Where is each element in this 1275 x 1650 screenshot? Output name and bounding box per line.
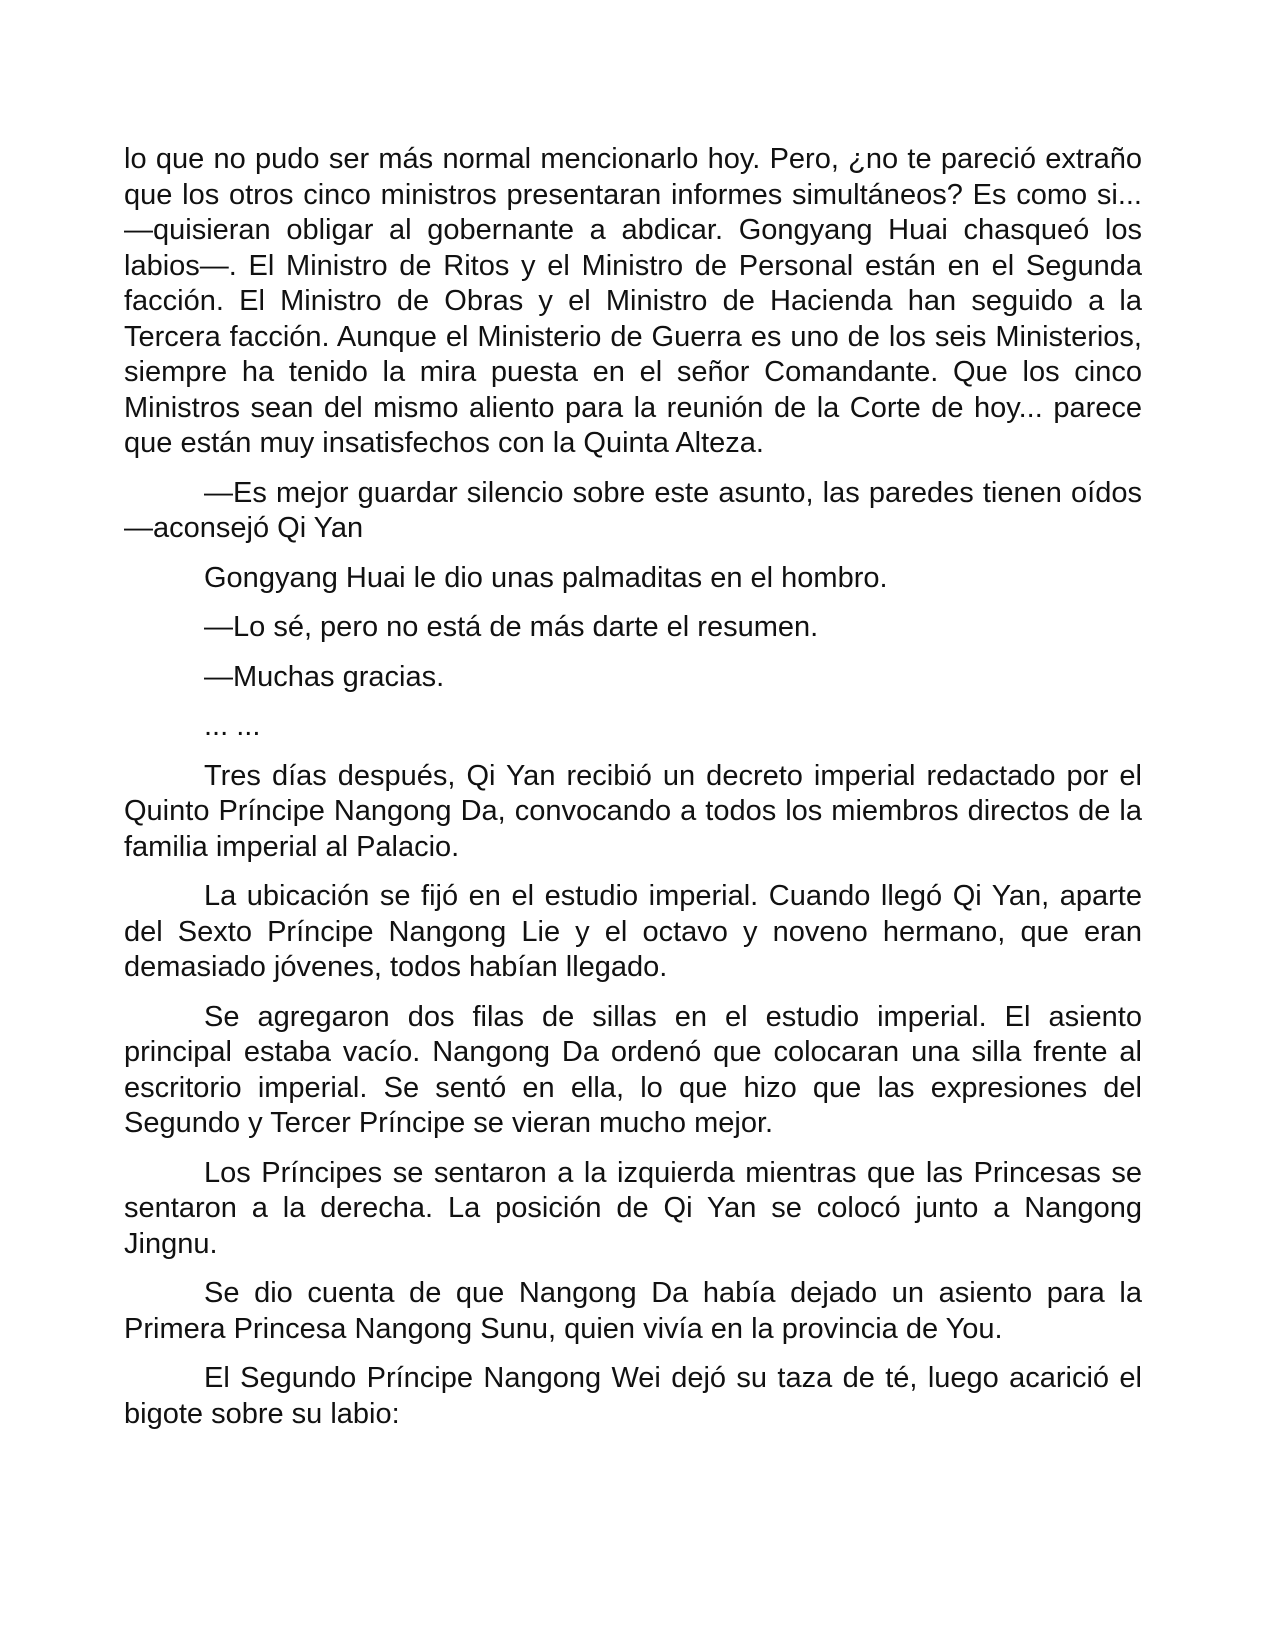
paragraph-dialogue: —Lo sé, pero no está de más darte el resumen.: [204, 611, 819, 643]
paragraph-narration: Tres días después, Qi Yan recibió un decreto imperial redactado por el Quinto Príncipe Nangong Da, convocando a todos los miembros directos de la familia imperial al Palacio.: [124, 759, 1142, 863]
paragraph-narration: Se dio cuenta de que Nangong Da había dejado un asiento para la Primera Princesa Nangong Sunu, quien vivía en la provincia de You.: [124, 1277, 1142, 1345]
paragraph-narration: Gongyang Huai le dio unas palmaditas en el hombro.: [204, 561, 888, 594]
paragraph-narration: El Segundo Príncipe Nangong Wei dejó su taza de té, luego acarició el bigote sobre su labio:: [124, 1362, 1142, 1430]
paragraph-continuation: lo que no pudo ser más normal mencionarlo hoy. Pero, ¿no te pareció extraño que los otros cinco ministros presentaran informes simultáneos? Es como si... —quisieran obligar al gobernante a abdicar. Gongyang Huai chasqueó los labios—. El Ministro de Ritos y el Ministro de Personal están en el Segunda facción. El Ministro de Obras y el Ministro de Hacienda han seguido a la Tercera facción. Aunque el Ministerio de Guerra es uno de los seis Ministerios, siempre ha tenido la mira puesta en el señor Comandante. Que los cinco Ministros sean del mismo aliento para la reunión de la Corte de hoy... parece que están muy insatisfechos con la Quinta Alteza.: [124, 143, 1142, 459]
document-page: [124, 142, 1142, 1446]
paragraph-narration: Se agregaron dos filas de sillas en el estudio imperial. El asiento principal estaba vacío. Nangong Da ordenó que colocaran una silla frente al escritorio imperial. Se sentó en ella, lo que hizo que las expresiones del Segundo y Tercer Príncipe se vieran mucho mejor.: [124, 1000, 1142, 1139]
paragraph-narration: La ubicación se fijó en el estudio imperial. Cuando llegó Qi Yan, aparte del Sexto Príncipe Nangong Lie y el octavo y noveno hermano, que eran demasiado jóvenes, todos habían llegado.: [124, 880, 1142, 983]
scene-break: ... ...: [204, 710, 261, 742]
paragraph-dialogue: —Es mejor guardar silencio sobre este asunto, las paredes tienen oídos —aconsejó Qi Yan: [124, 476, 1142, 544]
paragraph-dialogue: —Muchas gracias.: [204, 660, 445, 693]
paragraph-narration: Los Príncipes se sentaron a la izquierda mientras que las Princesas se sentaron a la derecha. La posición de Qi Yan se colocó junto a Nangong Jingnu.: [124, 1156, 1142, 1260]
